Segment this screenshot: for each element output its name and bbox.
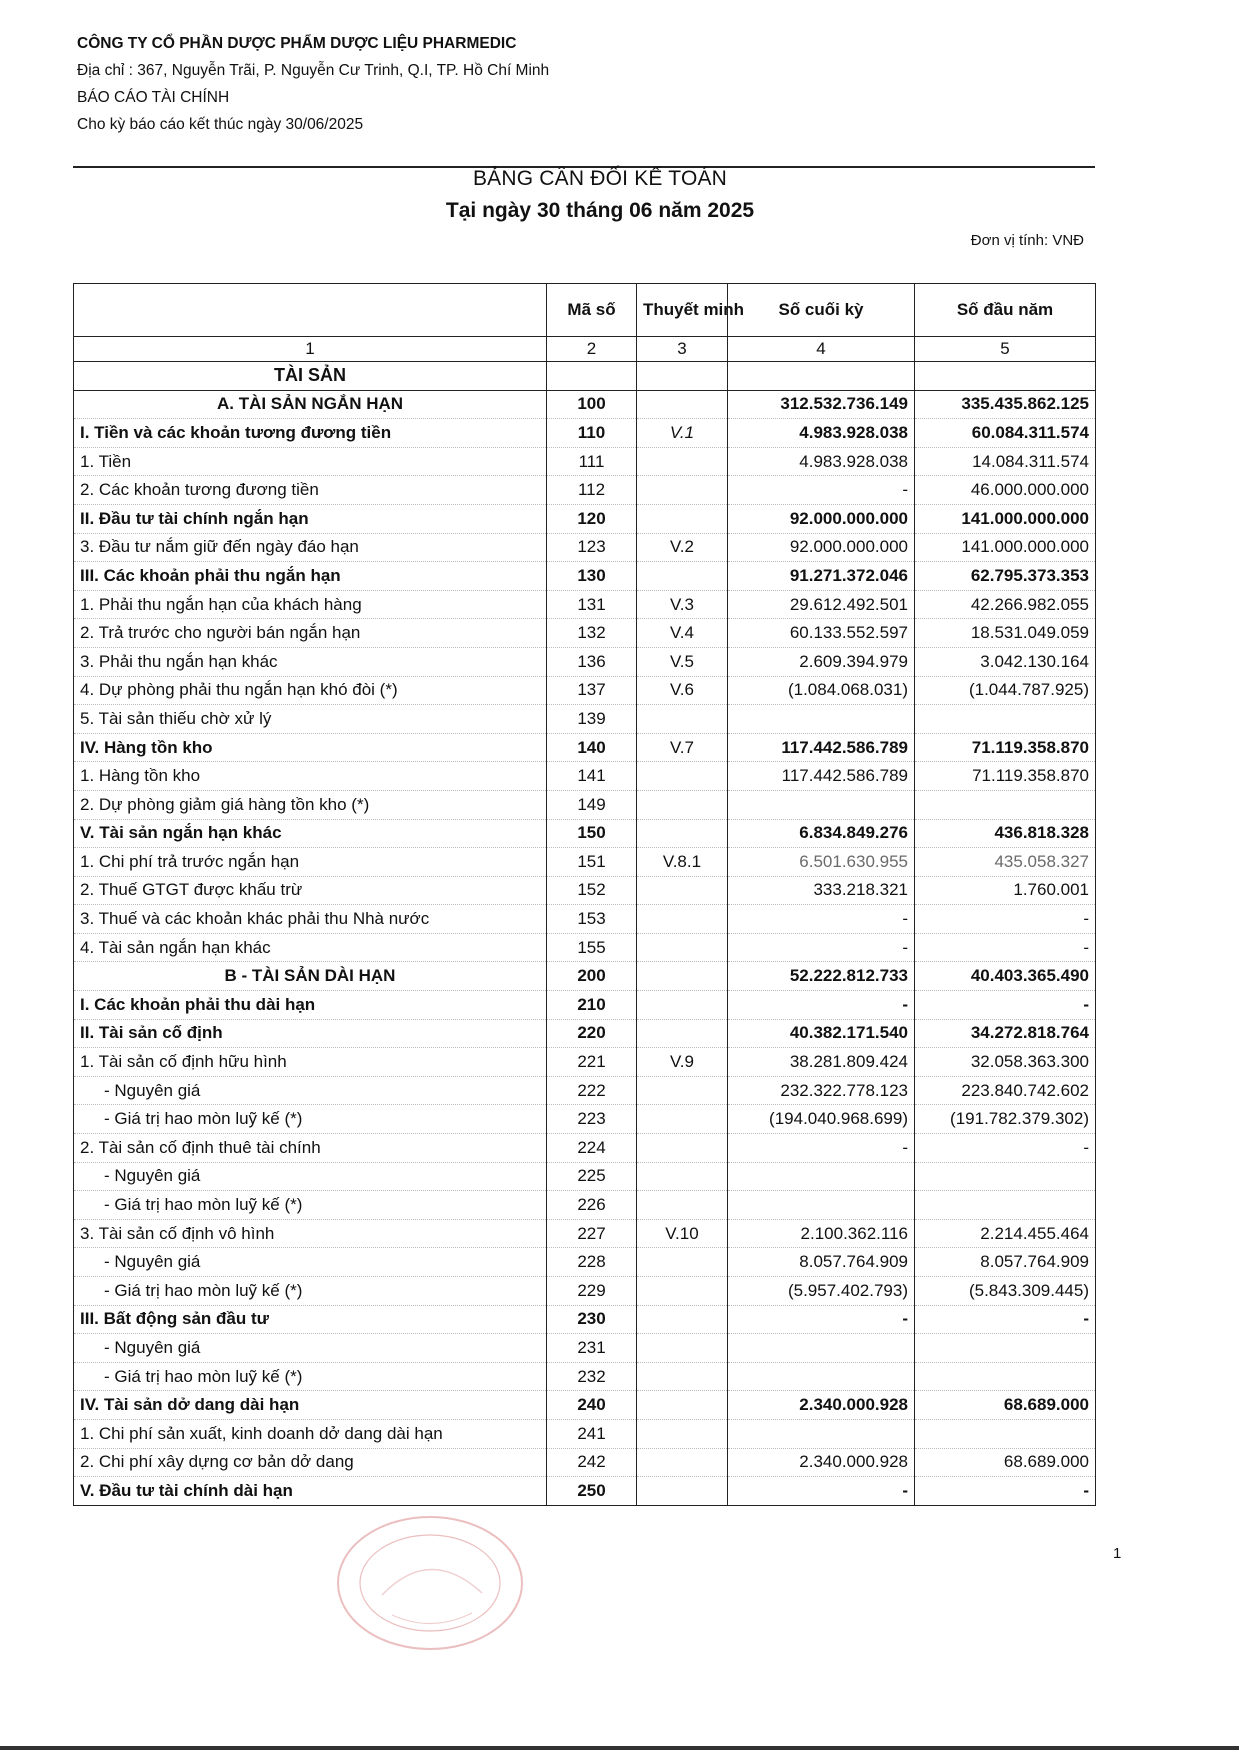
row-note bbox=[637, 1419, 728, 1448]
row-end-value: (1.084.068.031) bbox=[728, 676, 915, 705]
row-note: V.6 bbox=[637, 676, 728, 705]
table-row bbox=[74, 962, 1096, 991]
row-end-value: - bbox=[728, 1305, 915, 1334]
row-label: 2. Chi phí xây dựng cơ bản dở dang bbox=[74, 1448, 547, 1477]
table-row bbox=[74, 1248, 1096, 1277]
row-label: III. Bất động sản đầu tư bbox=[74, 1305, 547, 1334]
row-end-value: 2.340.000.928 bbox=[728, 1448, 915, 1477]
row-begin-value: 71.119.358.870 bbox=[915, 733, 1096, 762]
row-code: 112 bbox=[547, 476, 637, 505]
row-begin-value: 141.000.000.000 bbox=[915, 504, 1096, 533]
row-begin-value: 435.058.327 bbox=[915, 848, 1096, 877]
row-note: V.3 bbox=[637, 590, 728, 619]
row-code: 149 bbox=[547, 790, 637, 819]
table-row bbox=[74, 1448, 1096, 1477]
row-label: 3. Đầu tư nắm giữ đến ngày đáo hạn bbox=[74, 533, 547, 562]
row-note: V.10 bbox=[637, 1219, 728, 1248]
row-begin-value bbox=[915, 1334, 1096, 1363]
row-end-value: 117.442.586.789 bbox=[728, 733, 915, 762]
table-row bbox=[74, 1134, 1096, 1163]
row-code: 140 bbox=[547, 733, 637, 762]
row-label: 1. Hàng tồn kho bbox=[74, 762, 547, 791]
row-note bbox=[637, 876, 728, 905]
row-note bbox=[637, 504, 728, 533]
row-label: - Giá trị hao mòn luỹ kế (*) bbox=[74, 1105, 547, 1134]
table-row bbox=[74, 1048, 1096, 1077]
row-code: 224 bbox=[547, 1134, 637, 1163]
row-label: V. Tài sản ngắn hạn khác bbox=[74, 819, 547, 848]
row-end-value bbox=[728, 705, 915, 734]
row-end-value bbox=[728, 1334, 915, 1363]
row-note bbox=[637, 1134, 728, 1163]
row-label: 3. Thuế và các khoản khác phải thu Nhà nước bbox=[74, 905, 547, 934]
row-end-value: 333.218.321 bbox=[728, 876, 915, 905]
row-begin-value: - bbox=[915, 1305, 1096, 1334]
row-end-value: 91.271.372.046 bbox=[728, 562, 915, 591]
table-row bbox=[74, 1105, 1096, 1134]
row-label: IV. Tài sản dở dang dài hạn bbox=[74, 1391, 547, 1420]
row-code: 229 bbox=[547, 1277, 637, 1306]
row-begin-value: 18.531.049.059 bbox=[915, 619, 1096, 648]
row-end-value: - bbox=[728, 1477, 915, 1506]
row-end-value bbox=[728, 1362, 915, 1391]
row-label: I. Tiền và các khoản tương đương tiền bbox=[74, 419, 547, 448]
row-label: B - TÀI SẢN DÀI HẠN bbox=[74, 962, 547, 991]
row-label: - Nguyên giá bbox=[74, 1334, 547, 1363]
table-row bbox=[74, 1391, 1096, 1420]
row-note: V.5 bbox=[637, 647, 728, 676]
table-row bbox=[74, 790, 1096, 819]
row-end-value: 2.100.362.116 bbox=[728, 1219, 915, 1248]
row-label: 3. Tài sản cố định vô hình bbox=[74, 1219, 547, 1248]
table-header-row bbox=[74, 284, 1096, 337]
company-name: CÔNG TY CỔ PHẦN DƯỢC PHẨM DƯỢC LIỆU PHARMEDIC bbox=[77, 35, 517, 52]
row-end-value: - bbox=[728, 1134, 915, 1163]
row-end-value: 2.340.000.928 bbox=[728, 1391, 915, 1420]
row-begin-value bbox=[915, 790, 1096, 819]
table-row bbox=[74, 933, 1096, 962]
row-end-value bbox=[728, 1419, 915, 1448]
row-code: 151 bbox=[547, 848, 637, 877]
row-begin-value: 1.760.001 bbox=[915, 876, 1096, 905]
row-note bbox=[637, 390, 728, 419]
row-begin-value: - bbox=[915, 991, 1096, 1020]
row-code: 132 bbox=[547, 619, 637, 648]
row-code: 250 bbox=[547, 1477, 637, 1506]
table-row bbox=[74, 590, 1096, 619]
row-code: 153 bbox=[547, 905, 637, 934]
row-note bbox=[637, 905, 728, 934]
row-code: 240 bbox=[547, 1391, 637, 1420]
row-code: 242 bbox=[547, 1448, 637, 1477]
row-note bbox=[637, 1477, 728, 1506]
row-end-value: 4.983.928.038 bbox=[728, 447, 915, 476]
table-row bbox=[74, 1076, 1096, 1105]
row-end-value: 60.133.552.597 bbox=[728, 619, 915, 648]
row-code: 220 bbox=[547, 1019, 637, 1048]
row-note bbox=[637, 991, 728, 1020]
row-begin-value: 62.795.373.353 bbox=[915, 562, 1096, 591]
row-begin-value: 40.403.365.490 bbox=[915, 962, 1096, 991]
table-row bbox=[74, 447, 1096, 476]
row-label: 2. Trả trước cho người bán ngắn hạn bbox=[74, 619, 547, 648]
row-code: 210 bbox=[547, 991, 637, 1020]
row-code: 152 bbox=[547, 876, 637, 905]
row-code: 100 bbox=[547, 390, 637, 419]
row-label: 5. Tài sản thiếu chờ xử lý bbox=[74, 705, 547, 734]
row-end-value: 4.983.928.038 bbox=[728, 419, 915, 448]
page-number: 1 bbox=[1113, 1545, 1122, 1562]
row-note bbox=[637, 1362, 728, 1391]
table-row bbox=[74, 390, 1096, 419]
column-number: 2 bbox=[547, 337, 637, 362]
report-header bbox=[77, 30, 549, 138]
table-row bbox=[74, 1362, 1096, 1391]
row-begin-value: 60.084.311.574 bbox=[915, 419, 1096, 448]
row-begin-value: 436.818.328 bbox=[915, 819, 1096, 848]
row-note bbox=[637, 1305, 728, 1334]
row-note bbox=[637, 1248, 728, 1277]
row-note: V.9 bbox=[637, 1048, 728, 1077]
row-end-value: 6.501.630.955 bbox=[728, 848, 915, 877]
table-row bbox=[74, 619, 1096, 648]
row-begin-value: 223.840.742.602 bbox=[915, 1076, 1096, 1105]
row-begin-value: 34.272.818.764 bbox=[915, 1019, 1096, 1048]
row-note: V.2 bbox=[637, 533, 728, 562]
table-row bbox=[74, 1305, 1096, 1334]
table-row bbox=[74, 676, 1096, 705]
row-note bbox=[637, 1105, 728, 1134]
row-end-value: 92.000.000.000 bbox=[728, 533, 915, 562]
row-end-value: - bbox=[728, 905, 915, 934]
row-end-value bbox=[728, 1162, 915, 1191]
row-end-value: - bbox=[728, 476, 915, 505]
row-label: II. Đầu tư tài chính ngắn hạn bbox=[74, 504, 547, 533]
row-begin-value: 42.266.982.055 bbox=[915, 590, 1096, 619]
row-end-value: - bbox=[728, 991, 915, 1020]
row-note bbox=[637, 962, 728, 991]
document-date: Tại ngày 30 tháng 06 năm 2025 bbox=[445, 199, 755, 222]
row-begin-value: - bbox=[915, 1134, 1096, 1163]
row-note: V.4 bbox=[637, 619, 728, 648]
row-code: 222 bbox=[547, 1076, 637, 1105]
row-begin-value bbox=[915, 1419, 1096, 1448]
row-begin-value: (191.782.379.302) bbox=[915, 1105, 1096, 1134]
row-code: 228 bbox=[547, 1248, 637, 1277]
header-item bbox=[74, 284, 547, 337]
report-type: BÁO CÁO TÀI CHÍNH bbox=[77, 89, 230, 106]
row-begin-value: 68.689.000 bbox=[915, 1391, 1096, 1420]
row-label: - Nguyên giá bbox=[74, 1076, 547, 1105]
company-seal bbox=[322, 1505, 537, 1655]
table-row bbox=[74, 1219, 1096, 1248]
row-code: 130 bbox=[547, 562, 637, 591]
row-label: 4. Dự phòng phải thu ngắn hạn khó đòi (*) bbox=[74, 676, 547, 705]
row-label: 2. Dự phòng giảm giá hàng tồn kho (*) bbox=[74, 790, 547, 819]
table-row bbox=[74, 905, 1096, 934]
row-end-value: 232.322.778.123 bbox=[728, 1076, 915, 1105]
company-address: Địa chỉ : 367, Nguyễn Trãi, P. Nguyễn Cư Trinh, Q.I, TP. Hồ Chí Minh bbox=[77, 62, 550, 79]
row-end-value: 29.612.492.501 bbox=[728, 590, 915, 619]
row-note bbox=[637, 705, 728, 734]
row-begin-value: - bbox=[915, 1477, 1096, 1506]
row-code: 111 bbox=[547, 447, 637, 476]
row-begin-value: 8.057.764.909 bbox=[915, 1248, 1096, 1277]
row-note bbox=[637, 1277, 728, 1306]
row-code: 136 bbox=[547, 647, 637, 676]
row-note bbox=[637, 1334, 728, 1363]
table-row bbox=[74, 1419, 1096, 1448]
row-note: V.8.1 bbox=[637, 848, 728, 877]
row-end-value: (5.957.402.793) bbox=[728, 1277, 915, 1306]
row-begin-value: 14.084.311.574 bbox=[915, 447, 1096, 476]
page-bottom-edge bbox=[0, 1746, 1239, 1750]
row-label: II. Tài sản cố định bbox=[74, 1019, 547, 1048]
table-row bbox=[74, 819, 1096, 848]
row-label: - Nguyên giá bbox=[74, 1162, 547, 1191]
table-row bbox=[74, 419, 1096, 448]
table-row bbox=[74, 1162, 1096, 1191]
report-period: Cho kỳ báo cáo kết thúc ngày 30/06/2025 bbox=[77, 116, 364, 133]
table-row bbox=[74, 1334, 1096, 1363]
row-label: V. Đầu tư tài chính dài hạn bbox=[74, 1477, 547, 1506]
row-begin-value: 141.000.000.000 bbox=[915, 533, 1096, 562]
row-note bbox=[637, 933, 728, 962]
row-label: - Giá trị hao mòn luỹ kế (*) bbox=[74, 1362, 547, 1391]
column-number: 5 bbox=[915, 337, 1096, 362]
header-code: Mã số bbox=[547, 284, 637, 337]
row-code: 131 bbox=[547, 590, 637, 619]
header-end-period: Số cuối kỳ bbox=[728, 284, 915, 337]
row-label: 1. Tài sản cố định hữu hình bbox=[74, 1048, 547, 1077]
row-begin-value: - bbox=[915, 933, 1096, 962]
table-row bbox=[74, 1191, 1096, 1220]
row-code: 225 bbox=[547, 1162, 637, 1191]
row-label: 3. Phải thu ngắn hạn khác bbox=[74, 647, 547, 676]
row-begin-value: 2.214.455.464 bbox=[915, 1219, 1096, 1248]
row-note bbox=[637, 1162, 728, 1191]
row-code: 150 bbox=[547, 819, 637, 848]
section-title: TÀI SẢN bbox=[74, 362, 547, 391]
row-code: 232 bbox=[547, 1362, 637, 1391]
column-number-row bbox=[74, 337, 1096, 362]
row-label: 4. Tài sản ngắn hạn khác bbox=[74, 933, 547, 962]
row-end-value bbox=[728, 1191, 915, 1220]
table-row bbox=[74, 533, 1096, 562]
row-note bbox=[637, 1076, 728, 1105]
row-begin-value: (5.843.309.445) bbox=[915, 1277, 1096, 1306]
row-end-value bbox=[728, 790, 915, 819]
row-note bbox=[637, 476, 728, 505]
row-code: 120 bbox=[547, 504, 637, 533]
row-end-value: 2.609.394.979 bbox=[728, 647, 915, 676]
row-code: 223 bbox=[547, 1105, 637, 1134]
row-begin-value: 3.042.130.164 bbox=[915, 647, 1096, 676]
row-code: 227 bbox=[547, 1219, 637, 1248]
row-note: V.1 bbox=[637, 419, 728, 448]
row-note bbox=[637, 1019, 728, 1048]
row-label: 1. Chi phí trả trước ngắn hạn bbox=[74, 848, 547, 877]
table-row bbox=[74, 848, 1096, 877]
row-begin-value: - bbox=[915, 905, 1096, 934]
row-note: V.7 bbox=[637, 733, 728, 762]
row-begin-value: 71.119.358.870 bbox=[915, 762, 1096, 791]
row-end-value: (194.040.968.699) bbox=[728, 1105, 915, 1134]
header-begin-year: Số đầu năm bbox=[915, 284, 1096, 337]
row-note bbox=[637, 1448, 728, 1477]
row-note bbox=[637, 790, 728, 819]
row-code: 231 bbox=[547, 1334, 637, 1363]
row-code: 226 bbox=[547, 1191, 637, 1220]
table-row bbox=[74, 762, 1096, 791]
row-label: - Giá trị hao mòn luỹ kế (*) bbox=[74, 1277, 547, 1306]
row-note bbox=[637, 762, 728, 791]
row-begin-value: 68.689.000 bbox=[915, 1448, 1096, 1477]
row-end-value: 312.532.736.149 bbox=[728, 390, 915, 419]
row-code: 137 bbox=[547, 676, 637, 705]
row-note bbox=[637, 447, 728, 476]
row-note bbox=[637, 1191, 728, 1220]
row-begin-value: 32.058.363.300 bbox=[915, 1048, 1096, 1077]
row-label: 2. Thuế GTGT được khấu trừ bbox=[74, 876, 547, 905]
table-row bbox=[74, 476, 1096, 505]
row-end-value: 52.222.812.733 bbox=[728, 962, 915, 991]
header-note: Thuyết minh bbox=[637, 284, 728, 337]
row-note bbox=[637, 1391, 728, 1420]
table-row bbox=[74, 562, 1096, 591]
row-code: 155 bbox=[547, 933, 637, 962]
table-row bbox=[74, 647, 1096, 676]
row-begin-value: (1.044.787.925) bbox=[915, 676, 1096, 705]
row-code: 139 bbox=[547, 705, 637, 734]
row-label: 2. Tài sản cố định thuê tài chính bbox=[74, 1134, 547, 1163]
row-code: 200 bbox=[547, 962, 637, 991]
row-begin-value bbox=[915, 705, 1096, 734]
row-begin-value bbox=[915, 1162, 1096, 1191]
row-end-value: 8.057.764.909 bbox=[728, 1248, 915, 1277]
row-end-value: 117.442.586.789 bbox=[728, 762, 915, 791]
row-code: 230 bbox=[547, 1305, 637, 1334]
row-end-value: 92.000.000.000 bbox=[728, 504, 915, 533]
row-code: 141 bbox=[547, 762, 637, 791]
table-row bbox=[74, 504, 1096, 533]
row-note bbox=[637, 562, 728, 591]
row-label: I. Các khoản phải thu dài hạn bbox=[74, 991, 547, 1020]
column-number: 4 bbox=[728, 337, 915, 362]
row-end-value: 40.382.171.540 bbox=[728, 1019, 915, 1048]
currency-unit: Đơn vị tính: VNĐ bbox=[970, 232, 1084, 249]
table-row bbox=[74, 733, 1096, 762]
row-label: 1. Chi phí sản xuất, kinh doanh dở dang dài hạn bbox=[74, 1419, 547, 1448]
document-title: BẢNG CÂN ĐỐI KẾ TOÁN bbox=[472, 167, 728, 190]
row-code: 241 bbox=[547, 1419, 637, 1448]
table-row bbox=[74, 876, 1096, 905]
row-label: 1. Phải thu ngắn hạn của khách hàng bbox=[74, 590, 547, 619]
row-label: 2. Các khoản tương đương tiền bbox=[74, 476, 547, 505]
row-begin-value: 46.000.000.000 bbox=[915, 476, 1096, 505]
table-row bbox=[74, 1277, 1096, 1306]
column-number: 1 bbox=[74, 337, 547, 362]
balance-sheet-table bbox=[73, 283, 1096, 1506]
row-code: 221 bbox=[547, 1048, 637, 1077]
row-code: 123 bbox=[547, 533, 637, 562]
row-begin-value bbox=[915, 1362, 1096, 1391]
row-label: 1. Tiền bbox=[74, 447, 547, 476]
row-label: - Nguyên giá bbox=[74, 1248, 547, 1277]
row-label: III. Các khoản phải thu ngắn hạn bbox=[74, 562, 547, 591]
row-label: A. TÀI SẢN NGẮN HẠN bbox=[74, 390, 547, 419]
table-row bbox=[74, 705, 1096, 734]
table-row bbox=[74, 1019, 1096, 1048]
row-code: 110 bbox=[547, 419, 637, 448]
table-row bbox=[74, 991, 1096, 1020]
section-row bbox=[74, 362, 1096, 391]
row-end-value: 6.834.849.276 bbox=[728, 819, 915, 848]
row-end-value: - bbox=[728, 933, 915, 962]
row-end-value: 38.281.809.424 bbox=[728, 1048, 915, 1077]
row-begin-value: 335.435.862.125 bbox=[915, 390, 1096, 419]
row-label: IV. Hàng tồn kho bbox=[74, 733, 547, 762]
row-note bbox=[637, 819, 728, 848]
row-begin-value bbox=[915, 1191, 1096, 1220]
table-row bbox=[74, 1477, 1096, 1506]
row-label: - Giá trị hao mòn luỹ kế (*) bbox=[74, 1191, 547, 1220]
column-number: 3 bbox=[637, 337, 728, 362]
